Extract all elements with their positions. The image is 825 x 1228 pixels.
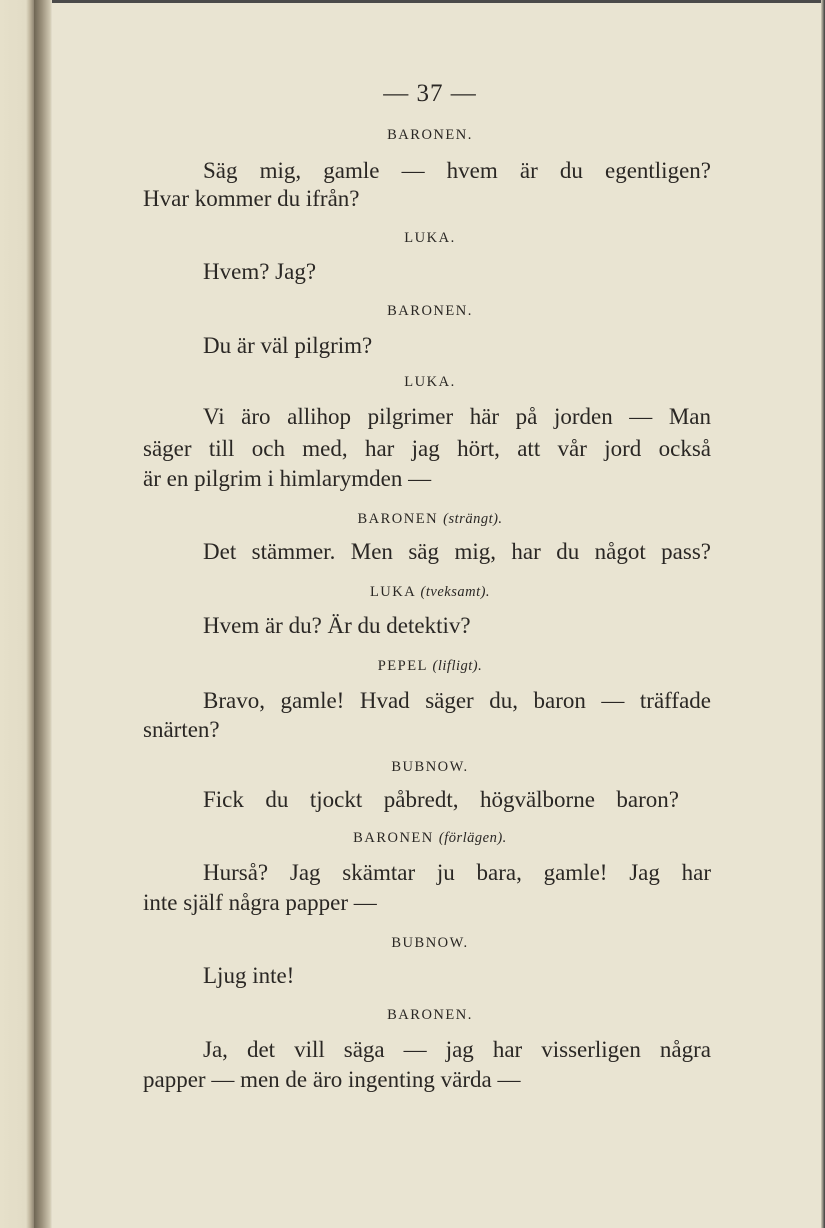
word: hvem	[446, 158, 498, 183]
word: är	[519, 158, 538, 183]
word: gamle	[323, 158, 380, 183]
dialogue-line: papper — men de äro ingenting värda —	[143, 1067, 521, 1092]
speaker-name: BARONEN	[353, 830, 434, 846]
speaker-heading	[40, 127, 820, 144]
stage-direction: (förlägen).	[438, 830, 507, 846]
speaker-heading	[40, 230, 820, 247]
word: Säg	[203, 158, 238, 183]
speaker-name: LUKA	[369, 584, 416, 600]
dialogue-line: Hvem är du? Är du detektiv?	[203, 613, 471, 638]
speaker-name: BARONEN.	[387, 127, 473, 143]
dialogue-line: Hurså? Jag skämtar ju bara, gamle! Jag har	[203, 860, 711, 885]
dialogue-line: Hvem? Jag?	[203, 259, 317, 284]
dialogue-line: säger till och med, har jag hört, att vår jord också	[143, 436, 711, 461]
speaker-name: BARONEN.	[387, 303, 473, 319]
speaker-name: LUKA.	[404, 230, 456, 246]
stage-direction: (strängt).	[443, 511, 503, 527]
dialogue-line: snärten?	[143, 717, 220, 742]
dialogue-line: Ja, det vill säga — jag har visserligen några	[203, 1037, 711, 1062]
speaker-name: BUBNOW.	[391, 935, 469, 951]
speaker-name: LUKA.	[404, 374, 456, 390]
speaker-heading	[40, 935, 820, 952]
word: —	[401, 158, 425, 183]
speaker-heading	[40, 374, 820, 391]
dialogue-line: Bravo, gamle! Hvad säger du, baron — träffade	[203, 688, 711, 713]
dialogue-line: Det stämmer. Men säg mig, har du något pass?	[203, 539, 711, 564]
page-number: — 37 —	[383, 80, 477, 107]
dialogue-line: Hvar kommer du ifrån?	[143, 186, 360, 211]
speaker-heading	[40, 303, 820, 320]
word: mig,	[259, 158, 302, 183]
stage-direction: (tveksamt).	[420, 584, 491, 600]
speaker-heading	[40, 511, 820, 528]
speaker-heading	[40, 584, 820, 601]
dialogue-line	[203, 157, 711, 185]
word: du	[559, 158, 583, 183]
word: egentligen?	[604, 158, 711, 183]
speaker-name: BARONEN.	[387, 1007, 473, 1023]
dialogue-line: Ljug inte!	[203, 963, 295, 988]
dialogue-line: Fick du tjockt påbredt, högvälborne baron?	[203, 787, 679, 812]
speaker-heading	[40, 830, 820, 847]
speaker-name: BUBNOW.	[391, 759, 469, 775]
speaker-name: BARONEN	[357, 511, 439, 527]
speaker-heading	[40, 759, 820, 776]
speaker-heading	[40, 1007, 820, 1024]
speaker-name: PEPEL	[377, 658, 428, 674]
dialogue-line: inte själf några papper —	[143, 890, 377, 915]
dialogue-line: Du är väl pilgrim?	[203, 333, 373, 358]
stage-direction: (lifligt).	[432, 658, 483, 674]
dialogue-line: är en pilgrim i himlarymden —	[143, 466, 432, 491]
dialogue-line: Vi äro allihop pilgrimer här på jorden — Man	[203, 404, 711, 429]
speaker-heading	[40, 658, 820, 675]
